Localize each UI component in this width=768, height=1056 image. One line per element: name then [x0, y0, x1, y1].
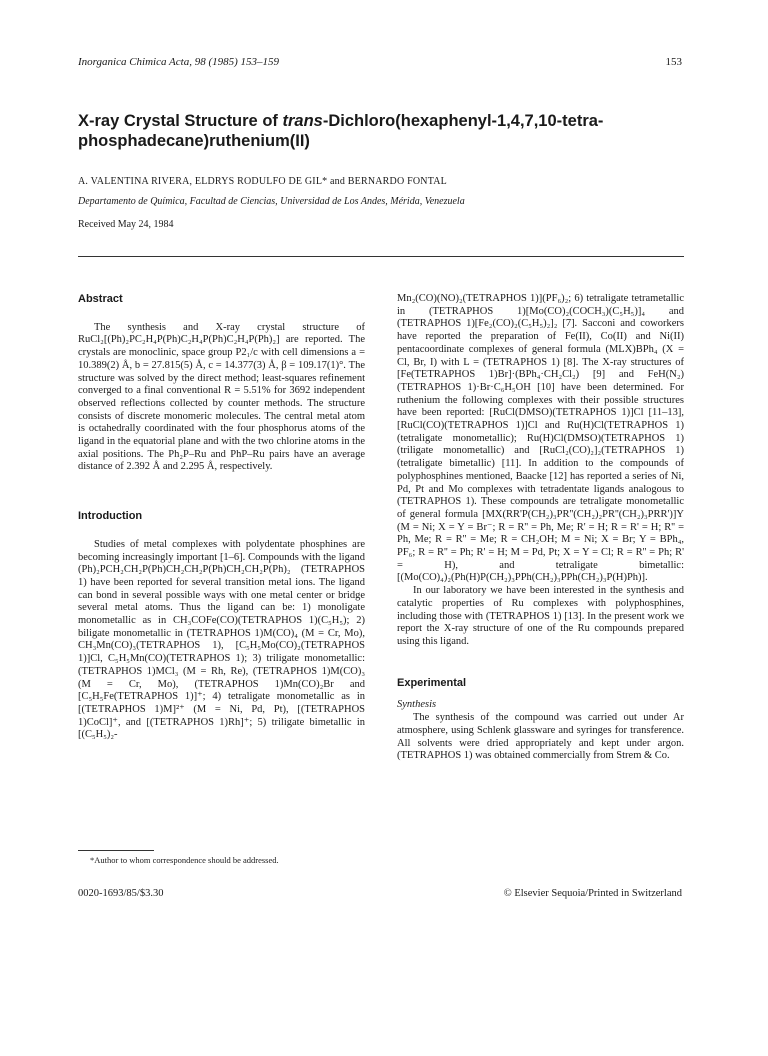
synthesis-subheading: Synthesis — [397, 699, 437, 711]
article-title — [78, 111, 638, 151]
abstract-heading: Abstract — [78, 293, 123, 305]
introduction-heading: Introduction — [78, 510, 143, 523]
header-divider — [78, 256, 684, 257]
journal-citation: Inorganica Chimica Acta, 98 (1985) 153–159 — [78, 56, 280, 68]
introduction-paragraph-1: Studies of metal complexes with polydentate phosphines are becoming increasingly important [1–6]. Compounds with the ligand (Ph)₂PCH₂CH₂P(Ph)CH₂CH₂P(Ph)CH₂CH₂P(Ph)₂ (TETRAPHOS 1) have been reported for several transition metal ions. The ligand can bond in several possible ways with one metal center or bridge several metal atoms. Thus the ligand can be: 1) monoligate monometallic as in CH₃COFe(CO)(TETRAPHOS 1)(C₅H₅); 2) biligate monometallic in (TETRAPHOS 1)M(CO)₄ (M = Cr, Mo), CH₃Mn(CO)₃(TETRAPHOS 1), [C₅H₅Mo(CO)₂(TETRAPHOS 1)]Cl, C₅H₅Mn(CO)(TETRAPHOS 1); 3) triligate monometallic: (TETRAPHOS 1)MCl₃ (M = Rh, Re), (TETRAPHOS 1)M(CO)₃ (M = Cr, Mo), (TETRAPHOS 1)Mn(CO)₂Br and [C₅H₅Fe(TETRAPHOS 1)]⁺; 4) tetraligate monometallic as in [(TETRAPHOS 1)M]²⁺ (M = Ni, Pd, Pt), [(TETRAPHOS 1)CoCl]⁺, and [(TETRAPHOS 1)Rh]⁺; 5) triligate bimetallic in [(C₅H₅)₂- — [78, 538, 365, 741]
issn-price: 0020-1693/85/$3.30 — [78, 888, 164, 899]
abstract-text: The synthesis and X-ray crystal structure of RuCl₂[(Ph)₂PC₂H₄P(Ph)C₂H₄P(Ph)C₂H₄P(Ph)₂] are reported. The crystals are monoclinic, space group P2₁/c with cell dimensions a = 10.389(2) Å, b = 27.815(5) Å, c = 14.377(3) Å, β = 109.17(1)°. The structure was solved by the direct method; least-squares refinement converged to a final conventional R = 5.51% for 3692 independent observed reflections collected by counter methods. The structure consists of discrete monomeric molecules. The central metal atom is octahedrally coordinated with the four phosphorus atoms of the ligand in the equatorial plane and with the two chlorine atoms in the axial positions. The Ph₂P–Ru and PhP–Ru pairs have an average distance of 2.392 Å and 2.295 Å, respectively. — [78, 321, 365, 473]
author-list: A. VALENTINA RIVERA, ELDRYS RODULFO DE GIL* and BERNARDO FONTAL — [78, 176, 447, 187]
footnote-rule — [78, 850, 154, 851]
title-suffix: -Dichloro(hexaphenyl-1,4,7,10-tetraphosphadecane)ruthenium(II) — [78, 112, 604, 150]
affiliation: Departamento de Química, Facultad de Ciencias, Universidad de Los Andes, Mérida, Venezuela — [78, 196, 465, 207]
right-column — [397, 293, 684, 763]
left-column — [78, 293, 365, 742]
synthesis-text: The synthesis of the compound was carried out under Ar atmosphere, using Schlenk glassware and syringes for transference. All solvents were dried appropriately and kept under argon. (TETRAPHOS 1) was obtained commercially from Strem & Co. — [397, 712, 684, 762]
title-prefix: X-ray Crystal Structure of — [78, 112, 283, 130]
publisher-copyright: © Elsevier Sequoia/Printed in Switzerland — [503, 888, 682, 899]
experimental-heading: Experimental — [397, 676, 467, 689]
introduction-paragraph-1-continued: Mn₂(CO)(NO)₂(TETRAPHOS 1)](PF₆)₂; 6) tetraligate tetrametallic in (TETRAPHOS 1)[Mo(CO)₂(COCH₃)(C₅H₅)]₄ and (TETRAPHOS 1)[Fe₂(CO)₂(C₅H₅)₂]₂ [7]. Sacconi and coworkers have reported the preparation of Fe(II), Co(II) and Ni(II) pentacoordinate complexes of general formula (MLX)BPh₄ (X = Cl, Br, I) with L = (TETRAPHOS 1) [8]. The X-ray structures of [Fe(TETRAPHOS 1)Br]·(BPh₄·CH₂Cl₂) [9] and FeH(N₂)(TETRAPHOS 1)·Br·C₆H₅OH [10] have been determined. For ruthenium the following complexes with their possible structures have been reported: [RuCl(DMSO)(TETRAPHOS 1)]Cl [11–13], [RuCl(CO)(TETRAPHOS 1)]Cl and Ru(H)Cl(TETRAPHOS 1) (tetraligate monometallic); Ru(H)Cl(DMSO)(TETRAPHOS 1) (triligate monometallic) and [RuCl₂(CO)₂]₂(TETRAPHOS 1) (tetraligate bimetallic) [11]. In addition to the compounds of polyphosphines mentioned, Baacke [12] has reported a series of Ni, Pd, Pt and Mo complexes with tetradentate ligands analogous to (TETRAPHOS 1). These compounds are tetraligate monometallic of general formula [MX(RR'P(CH₂)₃PR''(CH₂)₂PR''(CH₂)₃PRR')]Y (M = Ni; X = Y = Br⁻; R = R'' = Ph, Me; R' = H; R = R' = H; R'' = Ph, Me; R = R'' = Me; R = CH₂OH; M = Ni; X = Br; Y = BPh₄, PF₆; R = R'' = Ph; R' = H; M = Pd, Pt; X = Y = Cl; R = R'' = Ph; R' = H), and tetraligate bimetallic: [(Mo(CO)₄)₂(Ph(H)P(CH₂)₃PPh(CH₂)₃PPh(CH₂)₃P(H)Ph)]. — [397, 293, 684, 584]
introduction-paragraph-2: In our laboratory we have been interested in the synthesis and catalytic properties of Ru complexes with polyphosphines, including those with (TETRAPHOS 1) [13]. In the present work we report the X-ray structure of one of the Ru compounds prepared using this ligand. — [397, 585, 684, 647]
title-italic: trans — [282, 112, 323, 130]
page-number: 153 — [665, 56, 682, 68]
correspondence-footnote: *Author to whom correspondence should be addressed. — [90, 855, 279, 865]
received-date: Received May 24, 1984 — [78, 219, 174, 230]
